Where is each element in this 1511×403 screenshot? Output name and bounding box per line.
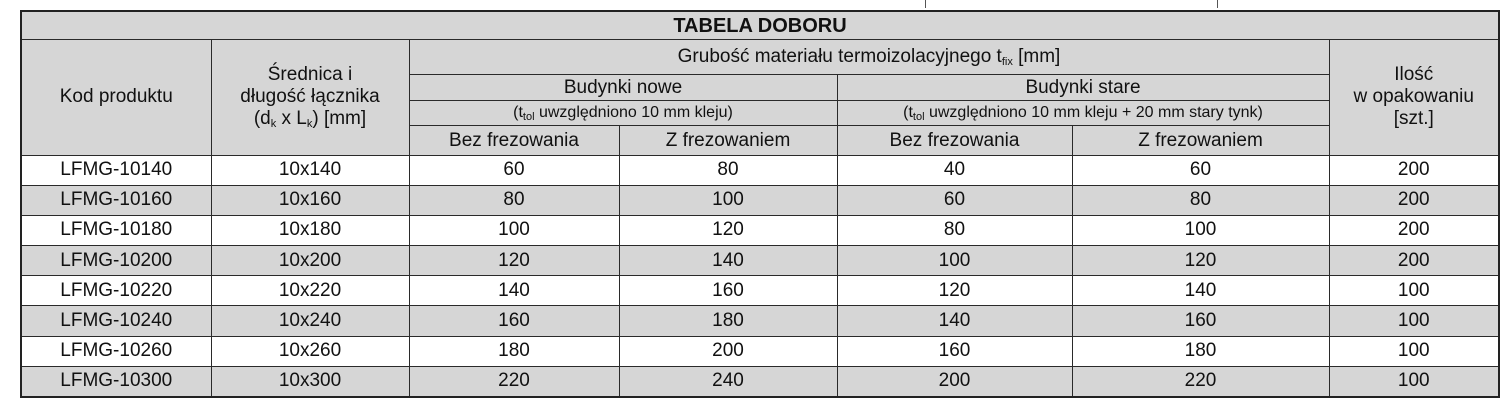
cell-package-quantity: 100 xyxy=(1329,366,1499,397)
cell-product-code: LFMG-10220 xyxy=(21,276,211,306)
header-new-with-milling: Z frezowaniem xyxy=(619,126,837,155)
table-row xyxy=(21,366,1499,397)
cell-package-quantity: 100 xyxy=(1329,276,1499,306)
cell-old-with-milling: 120 xyxy=(1072,246,1329,276)
selection-table xyxy=(20,10,1500,398)
cell-old-without-milling: 200 xyxy=(837,366,1072,397)
cell-new-with-milling: 160 xyxy=(619,276,837,306)
cell-new-without-milling: 140 xyxy=(409,276,619,306)
cell-new-with-milling: 80 xyxy=(619,155,837,185)
cell-dimensions: 10x180 xyxy=(211,215,409,245)
cell-new-without-milling: 60 xyxy=(409,155,619,185)
cell-package-quantity: 200 xyxy=(1329,185,1499,215)
cell-new-without-milling: 220 xyxy=(409,366,619,397)
cell-new-with-milling: 120 xyxy=(619,215,837,245)
cell-new-with-milling: 180 xyxy=(619,306,837,336)
cell-old-with-milling: 140 xyxy=(1072,276,1329,306)
table-row xyxy=(21,246,1499,276)
cell-new-with-milling: 240 xyxy=(619,366,837,397)
table-title: TABELA DOBORU xyxy=(21,11,1499,40)
cell-old-without-milling: 40 xyxy=(837,155,1072,185)
cell-old-with-milling: 80 xyxy=(1072,185,1329,215)
cell-product-code: LFMG-10260 xyxy=(21,336,211,366)
cell-dimensions: 10x160 xyxy=(211,185,409,215)
cell-new-without-milling: 80 xyxy=(409,185,619,215)
cell-product-code: LFMG-10160 xyxy=(21,185,211,215)
cell-product-code: LFMG-10300 xyxy=(21,366,211,397)
cell-dimensions: 10x260 xyxy=(211,336,409,366)
cell-dimensions: 10x200 xyxy=(211,246,409,276)
table-row xyxy=(21,306,1499,336)
header-new-buildings: Budynki nowe xyxy=(409,75,837,101)
cell-old-with-milling: 100 xyxy=(1072,215,1329,245)
header-product-code: Kod produktu xyxy=(21,40,211,155)
cell-package-quantity: 200 xyxy=(1329,215,1499,245)
cell-new-without-milling: 100 xyxy=(409,215,619,245)
header-new-without-milling: Bez frezowania xyxy=(409,126,619,155)
table-row xyxy=(21,276,1499,306)
cell-old-without-milling: 120 xyxy=(837,276,1072,306)
header-old-with-milling: Z frezowaniem xyxy=(1072,126,1329,155)
cell-dimensions: 10x140 xyxy=(211,155,409,185)
table-row xyxy=(21,336,1499,366)
top-edge-tick-right xyxy=(1217,0,1218,8)
cell-new-without-milling: 120 xyxy=(409,246,619,276)
cell-old-without-milling: 60 xyxy=(837,185,1072,215)
cell-old-without-milling: 100 xyxy=(837,246,1072,276)
table-row xyxy=(21,155,1499,185)
header-insulation-thickness: Grubość materiału termoizolacyjnego $t_{fix}$ [mm] xyxy=(409,40,1329,75)
cell-new-with-milling: 100 xyxy=(619,185,837,215)
cell-new-with-milling: 200 xyxy=(619,336,837,366)
cell-old-with-milling: 220 xyxy=(1072,366,1329,397)
table-row xyxy=(21,185,1499,215)
note-new-buildings: ($t_{tol}$ uwzględniono 10 mm kleju) xyxy=(409,101,837,126)
top-edge-tick-left xyxy=(925,0,926,8)
cell-new-with-milling: 140 xyxy=(619,246,837,276)
cell-old-with-milling: 60 xyxy=(1072,155,1329,185)
cell-old-without-milling: 80 xyxy=(837,215,1072,245)
cell-new-without-milling: 180 xyxy=(409,336,619,366)
cell-product-code: LFMG-10240 xyxy=(21,306,211,336)
cell-dimensions: 10x220 xyxy=(211,276,409,306)
header-old-buildings: Budynki stare xyxy=(837,75,1329,101)
cell-old-with-milling: 180 xyxy=(1072,336,1329,366)
header-package-quantity: Ilość w opakowaniu [szt.] xyxy=(1329,40,1499,155)
header-diameter-length: Średnica i długość łącznika ($d_k$ x $L_k$) [mm] xyxy=(211,40,409,155)
cell-package-quantity: 100 xyxy=(1329,306,1499,336)
cell-old-with-milling: 160 xyxy=(1072,306,1329,336)
cell-old-without-milling: 160 xyxy=(837,336,1072,366)
note-old-buildings: ($t_{tol}$ uwzględniono 10 mm kleju + 20 mm stary tynk) xyxy=(837,101,1329,126)
cell-product-code: LFMG-10200 xyxy=(21,246,211,276)
table-row xyxy=(21,215,1499,245)
cell-product-code: LFMG-10140 xyxy=(21,155,211,185)
cell-dimensions: 10x300 xyxy=(211,366,409,397)
cell-old-without-milling: 140 xyxy=(837,306,1072,336)
cell-package-quantity: 100 xyxy=(1329,336,1499,366)
header-old-without-milling: Bez frezowania xyxy=(837,126,1072,155)
cell-package-quantity: 200 xyxy=(1329,155,1499,185)
cell-dimensions: 10x240 xyxy=(211,306,409,336)
cell-new-without-milling: 160 xyxy=(409,306,619,336)
cell-package-quantity: 200 xyxy=(1329,246,1499,276)
cell-product-code: LFMG-10180 xyxy=(21,215,211,245)
